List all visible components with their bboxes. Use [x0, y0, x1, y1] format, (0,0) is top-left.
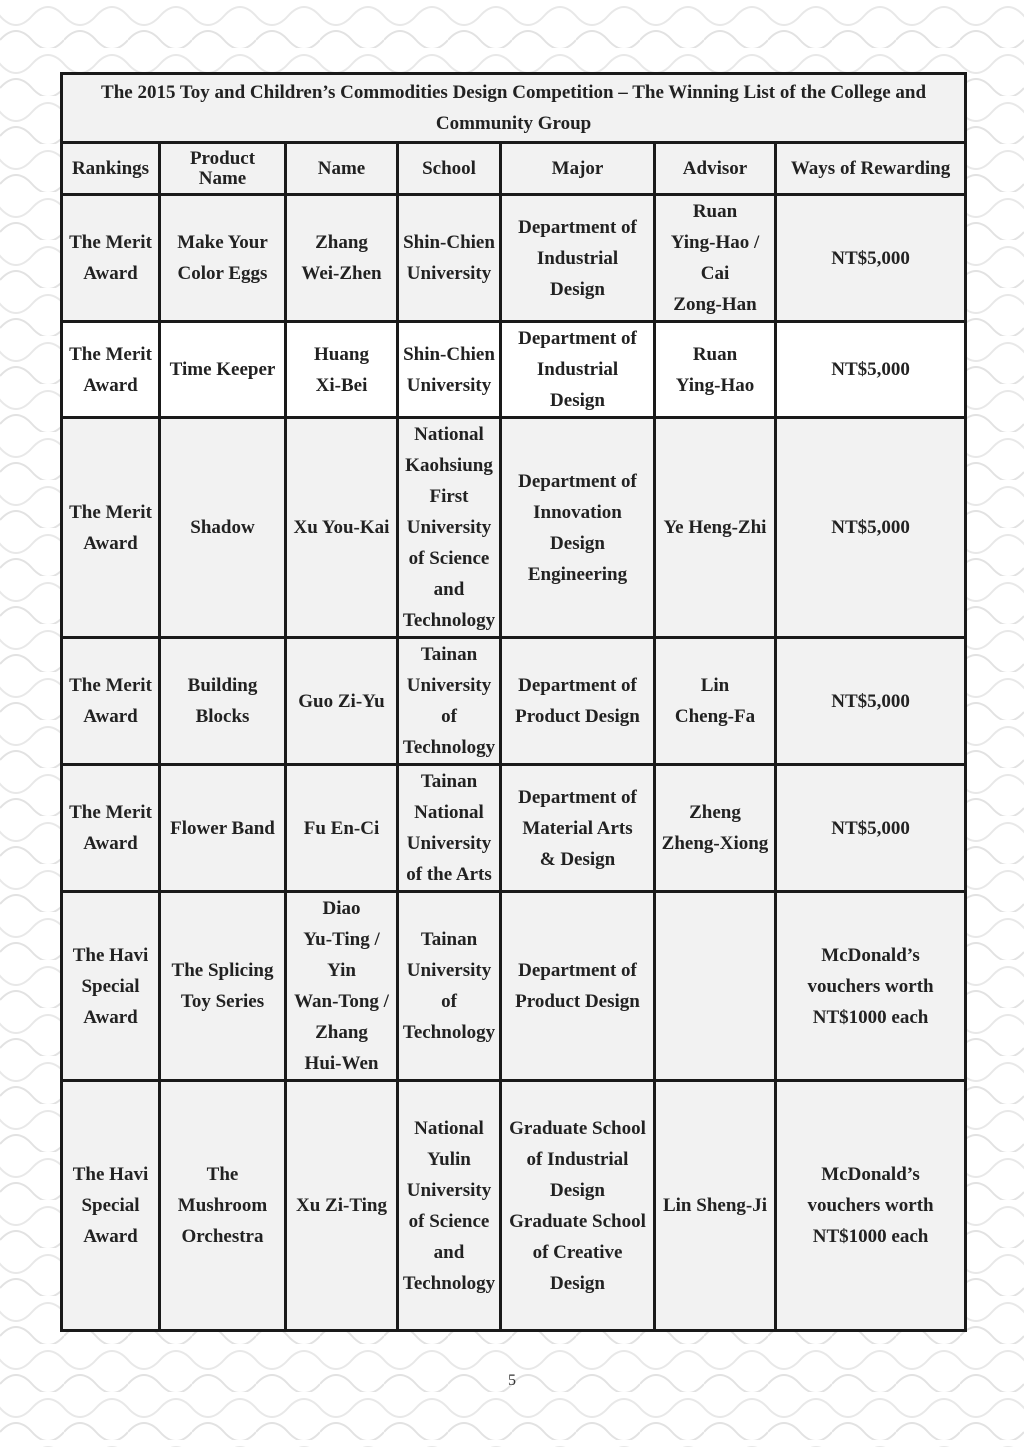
cell-school: Tainan University of Technology: [398, 638, 501, 765]
cell-advisor: [655, 892, 776, 1081]
cell-name: Huang Xi-Bei: [286, 322, 398, 418]
cell-reward: NT$5,000: [776, 638, 966, 765]
table-row: [62, 765, 966, 892]
cell-advisor: Lin Cheng-Fa: [655, 638, 776, 765]
cell-advisor: Ruan Ying-Hao / Cai Zong-Han: [655, 195, 776, 322]
header-school: School: [398, 143, 501, 195]
cell-ranking: The Merit Award: [62, 322, 160, 418]
cell-school: National Kaohsiung First University of Science and Technology: [398, 418, 501, 638]
table-row: [62, 638, 966, 765]
cell-reward: NT$5,000: [776, 765, 966, 892]
cell-reward: McDonald’s vouchers worth NT$1000 each: [776, 892, 966, 1081]
cell-major: Graduate School of Industrial Design Graduate School of Creative Design: [501, 1081, 655, 1331]
cell-advisor: Ruan Ying-Hao: [655, 322, 776, 418]
header-rewarding: Ways of Rewarding: [776, 143, 966, 195]
table-row: [62, 892, 966, 1081]
cell-name: Xu You-Kai: [286, 418, 398, 638]
cell-ranking: The Havi Special Award: [62, 1081, 160, 1331]
cell-name: Xu Zi-Ting: [286, 1081, 398, 1331]
cell-school: National Yulin University of Science and Technology: [398, 1081, 501, 1331]
cell-school: Shin-Chien University: [398, 322, 501, 418]
cell-product: Building Blocks: [160, 638, 286, 765]
cell-advisor: Lin Sheng-Ji: [655, 1081, 776, 1331]
cell-major: Department of Material Arts & Design: [501, 765, 655, 892]
cell-ranking: The Havi Special Award: [62, 892, 160, 1081]
table-row: [62, 1081, 966, 1331]
cell-product: Shadow: [160, 418, 286, 638]
cell-advisor: Zheng Zheng-Xiong: [655, 765, 776, 892]
page-number: 5: [508, 1372, 516, 1389]
winning-list-table: [60, 72, 967, 1332]
header-rankings: Rankings: [62, 143, 160, 195]
table-row: [62, 195, 966, 322]
header-major: Major: [501, 143, 655, 195]
table-header-row: [62, 143, 966, 195]
cell-major: Department of Product Design: [501, 892, 655, 1081]
cell-name: Fu En-Ci: [286, 765, 398, 892]
table-row: [62, 418, 966, 638]
cell-reward: NT$5,000: [776, 195, 966, 322]
cell-reward: McDonald’s vouchers worth NT$1000 each: [776, 1081, 966, 1331]
cell-product: The Splicing Toy Series: [160, 892, 286, 1081]
cell-product: Time Keeper: [160, 322, 286, 418]
cell-major: Department of Innovation Design Engineering: [501, 418, 655, 638]
cell-school: Tainan University of Technology: [398, 892, 501, 1081]
cell-school: Shin-Chien University: [398, 195, 501, 322]
cell-product: The Mushroom Orchestra: [160, 1081, 286, 1331]
cell-major: Department of Industrial Design: [501, 322, 655, 418]
cell-name: Guo Zi-Yu: [286, 638, 398, 765]
cell-major: Department of Industrial Design: [501, 195, 655, 322]
cell-ranking: The Merit Award: [62, 418, 160, 638]
cell-advisor: Ye Heng-Zhi: [655, 418, 776, 638]
header-name: Name: [286, 143, 398, 195]
cell-reward: NT$5,000: [776, 322, 966, 418]
cell-ranking: The Merit Award: [62, 638, 160, 765]
cell-ranking: The Merit Award: [62, 195, 160, 322]
header-advisor: Advisor: [655, 143, 776, 195]
table-title: The 2015 Toy and Children’s Commodities Design Competition – The Winning List of the College and Community Group: [62, 74, 966, 143]
cell-school: Tainan National University of the Arts: [398, 765, 501, 892]
table-title-row: [62, 74, 966, 143]
cell-product: Make Your Color Eggs: [160, 195, 286, 322]
cell-name: Zhang Wei-Zhen: [286, 195, 398, 322]
cell-major: Department of Product Design: [501, 638, 655, 765]
cell-ranking: The Merit Award: [62, 765, 160, 892]
cell-reward: NT$5,000: [776, 418, 966, 638]
cell-name: Diao Yu-Ting / Yin Wan-Tong / Zhang Hui-Wen: [286, 892, 398, 1081]
cell-product: Flower Band: [160, 765, 286, 892]
header-product-name: Product Name: [160, 143, 286, 195]
table-row: [62, 322, 966, 418]
